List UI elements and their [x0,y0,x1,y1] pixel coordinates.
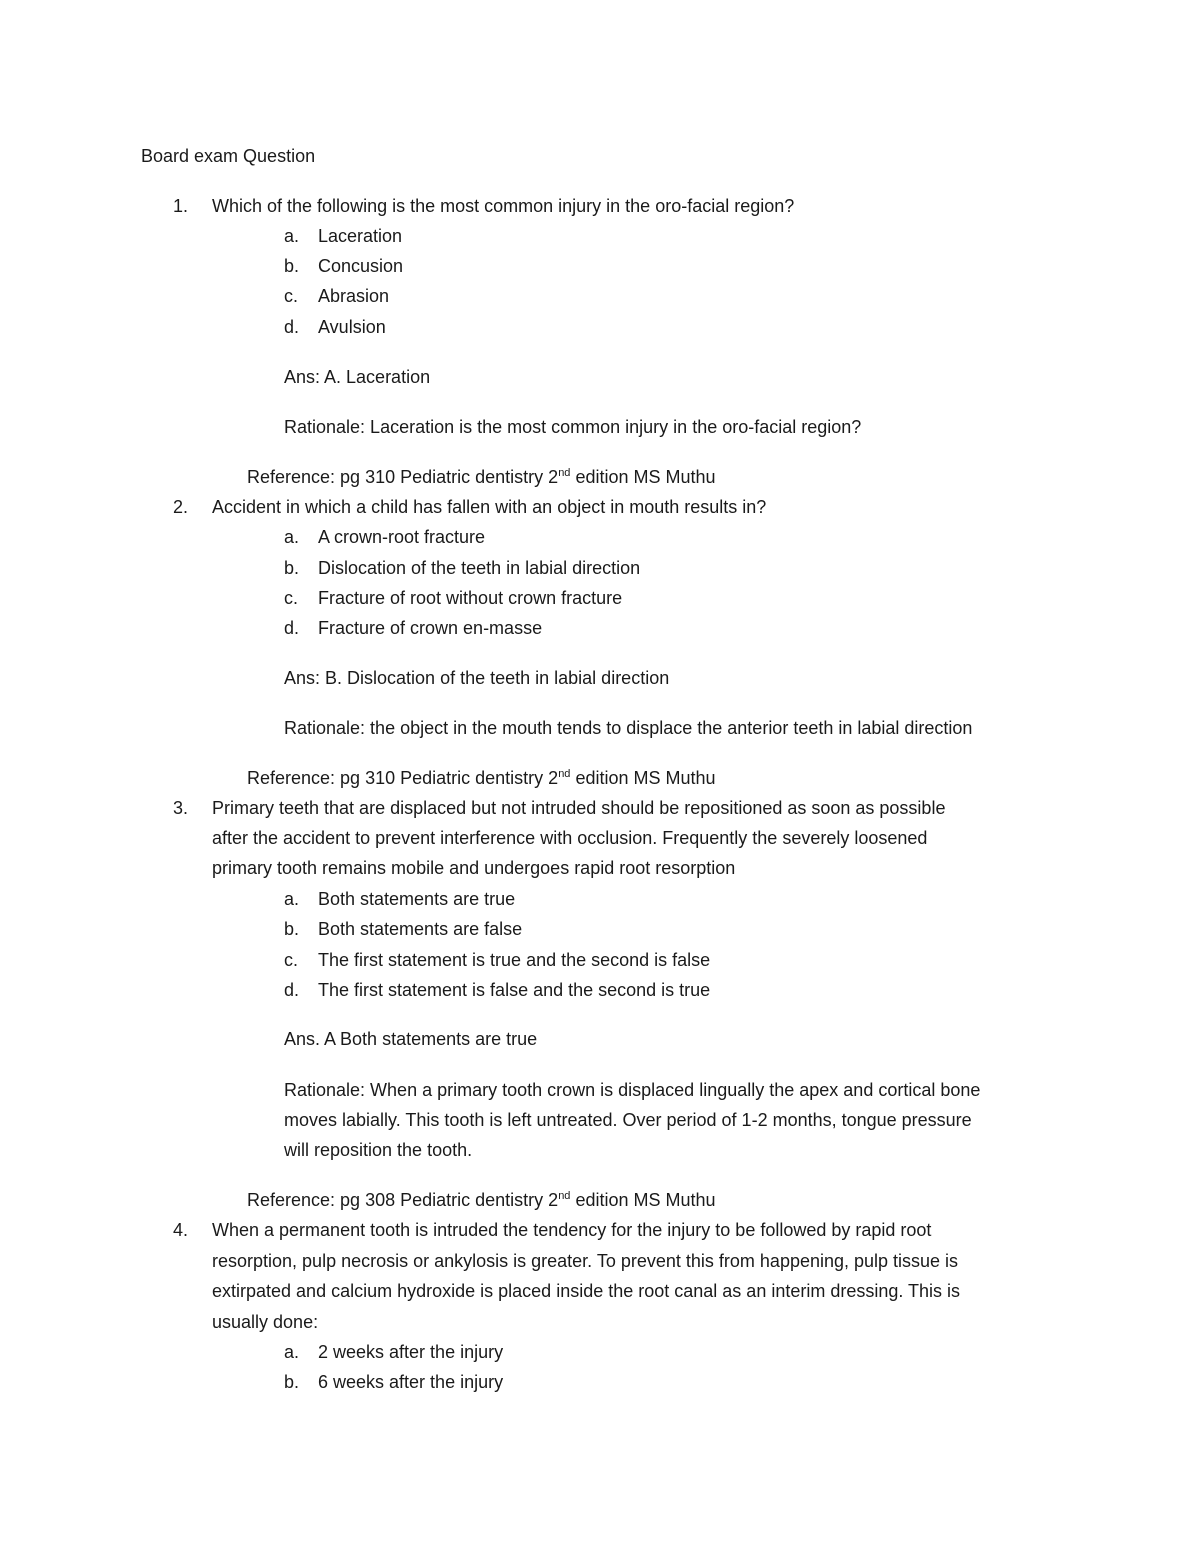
option-text: Fracture of root without crown fracture [318,588,623,608]
answer-text: Ans: A. Laceration [284,367,431,387]
option-text: Fracture of crown en-masse [318,618,543,638]
reference-text: Reference: pg 310 Pediatric dentistry 2nd edition MS Muthu [247,768,716,788]
answer-text: Ans. A Both statements are true [284,1029,538,1049]
option-letter: c. [284,588,299,608]
document-title: Board exam Question [141,146,316,166]
answer-text: Ans: B. Dislocation of the teeth in labial direction [284,668,670,688]
option-text: 6 weeks after the injury [318,1372,504,1392]
option-letter: c. [284,950,299,970]
option-letter: b. [284,256,300,276]
rationale-line: Rationale: the object in the mouth tends to displace the anterior teeth in labial direction [284,718,973,738]
question-stem-line: usually done: [212,1312,319,1332]
rationale-line: moves labially. This tooth is left untreated. Over period of 1-2 months, tongue pressure [284,1110,972,1130]
option-text: Dislocation of the teeth in labial direction [318,558,641,578]
option-text: Avulsion [318,317,386,337]
question-number: 1. [173,196,189,216]
question-stem-line: Which of the following is the most common injury in the oro-facial region? [212,196,795,216]
question-stem-line: primary tooth remains mobile and undergoes rapid root resorption [212,858,736,878]
question-stem-line: extirpated and calcium hydroxide is placed inside the root canal as an interim dressing. This is [212,1281,961,1301]
option-text: Both statements are true [318,889,516,909]
rationale-line: will reposition the tooth. [284,1140,473,1160]
option-letter: a. [284,226,300,246]
reference-text: Reference: pg 310 Pediatric dentistry 2nd edition MS Muthu [247,467,716,487]
option-letter: b. [284,919,300,939]
option-letter: d. [284,618,300,638]
option-text: A crown-root fracture [318,527,486,547]
option-text: Laceration [318,226,403,246]
option-text: Concusion [318,256,404,276]
reference-text: Reference: pg 308 Pediatric dentistry 2nd edition MS Muthu [247,1190,716,1210]
question-stem-line: When a permanent tooth is intruded the tendency for the injury to be followed by rapid root [212,1220,932,1240]
question-stem-line: resorption, pulp necrosis or ankylosis is greater. To prevent this from happening, pulp tissue is [212,1251,959,1271]
option-text: 2 weeks after the injury [318,1342,504,1362]
option-letter: b. [284,1372,300,1392]
question-stem-line: after the accident to prevent interference with occlusion. Frequently the severely loosened [212,828,928,848]
option-letter: d. [284,980,300,1000]
question-number: 2. [173,497,189,517]
option-text: Abrasion [318,286,390,306]
rationale-line: Rationale: When a primary tooth crown is displaced lingually the apex and cortical bone [284,1080,981,1100]
option-text: The first statement is false and the second is true [318,980,711,1000]
option-text: The first statement is true and the second is false [318,950,711,970]
option-letter: b. [284,558,300,578]
option-text: Both statements are false [318,919,523,939]
question-stem-line: Primary teeth that are displaced but not intruded should be repositioned as soon as possible [212,798,946,818]
question-number: 4. [173,1220,189,1240]
option-letter: c. [284,286,299,306]
rationale-line: Rationale: Laceration is the most common injury in the oro-facial region? [284,417,862,437]
question-number: 3. [173,798,189,818]
option-letter: a. [284,1342,300,1362]
option-letter: a. [284,889,300,909]
option-letter: a. [284,527,300,547]
question-stem-line: Accident in which a child has fallen with an object in mouth results in? [212,497,767,517]
option-letter: d. [284,317,300,337]
